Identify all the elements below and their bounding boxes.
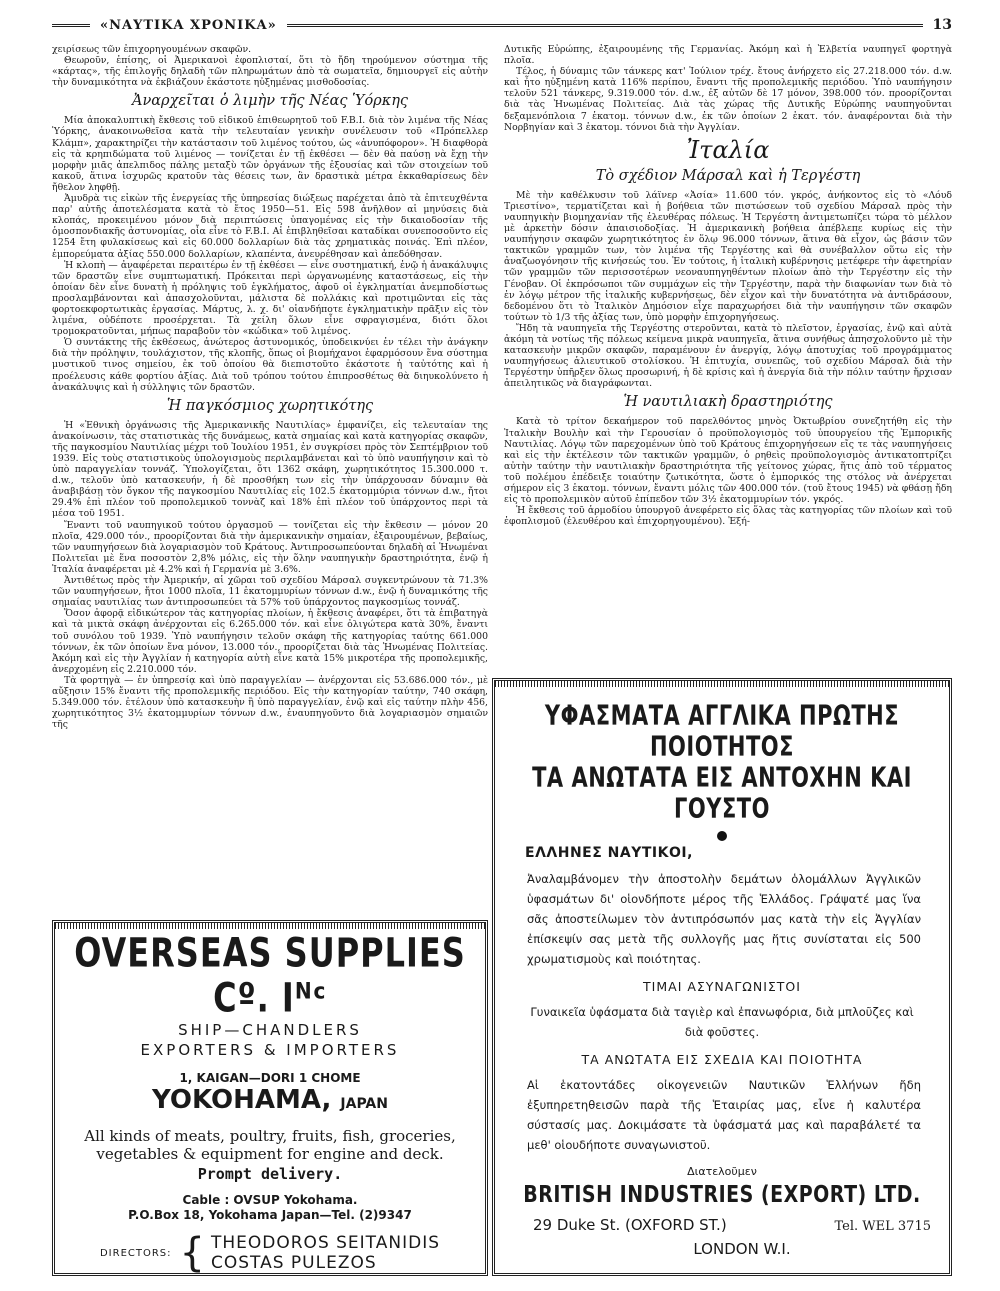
header-rule-left xyxy=(52,24,90,27)
page-number: 13 xyxy=(932,17,952,33)
intro-paragraph: Τέλος, ἡ δύναμις τῶν τάνκερς κατ' Ἰούλιον τρέχ. ἔτους ἀνήρχετο εἰς 27.218.000 τόν. d.w. καὶ ἦτο ηὐξημένη κατὰ 116% περίπου, ἔναντι τῆς προπολεμικῆς περιόδου. Ὑπὸ ναυπήγησιν τελοῦν 521 τάνκερς, 9.319.000 τόν. d.w., ἐξ αὐτῶν δὲ 17 μόνον, 398.000 τόν. προορίζονται διὰ τὰς Ἡνωμένας Πολιτείας. Διὰ τὰς χώρας τῆς Δυτικῆς Εὐρώπης ναυπηγοῦνται δεξαμενόπλοια 7 ἑκατομ. τόννων d.w., ἐκ τῶν ὁποίων 2 ἑκατ. τόν. ἀναφέρονται διὰ τὴν Νορβηγίαν καὶ 3 ἑκατομ. τόννοι διὰ τὴν Ἀγγλίαν. xyxy=(504,66,952,133)
british-industries-advertisement xyxy=(492,678,952,1276)
ad-country: JAPAN xyxy=(340,1096,388,1112)
intro-paragraph: Δυτικῆς Εὐρώπης, ἐξαιρουμένης τῆς Γερμανίας. Ἀκόμη καὶ ἡ Ἐλβετία ναυπηγεῖ φορτηγὰ πλοῖα. xyxy=(504,44,952,67)
bullet-dot-icon xyxy=(717,831,727,841)
ad-prompt-delivery: Prompt delivery. xyxy=(197,1165,343,1183)
ad-cable: Cable : OVSUP Yokohama. xyxy=(182,1193,358,1207)
section-heading: Ἀναρχεῖται ὁ λιμὴν τῆς Νέας Ὑόρκης xyxy=(131,93,409,110)
ad-address: 1, KAIGAN—DORI 1 CHOME xyxy=(179,1071,361,1085)
ad-street-address: 29 Duke St. (OXFORD ST.) xyxy=(533,1216,727,1234)
ad-pobox: P.O.Box 18, Yokohama Japan—Tel. (2)9347 xyxy=(128,1208,412,1222)
article-paragraph: Ἤδη τὰ ναυπηγεῖα τῆς Τεργέστης στεροῦνται, κατὰ τὸ πλεῖστον, ἐργασίας, ἐνῷ καὶ αὐτὰ ἀκόμη τὰ νοτίως τῆς πόλεως κείμενα μικρὰ ναυπηγεῖα, ἅτινα συνήθως ἀπησχολοῦντο μὲ τὴν κατασκευὴν μικρῶν σκαφῶν, παραμένουν ἐν ἀνεργίᾳ, λόγῳ ἀποτυχίας τοῦ προγράμματος ναυπηγήσεως ἁλιευτικοῦ στολίσκου. Ἡ ἐπιτυχία, συνεπῶς, τοῦ σχεδίου Μάρσαλ διὰ τὴν Τεργέστην ὑπῆρξεν ὅλως προσωρινή, ἡ δὲ κρίσις καὶ ἡ ἀνεργία διὰ τὴν πόλιν ταύτην ἤρχισαν ἀπειλητικῶς νὰ διαγράφωνται. xyxy=(504,322,952,390)
article-paragraph: Κατὰ τὸ τρίτον δεκαήμερον τοῦ παρελθόντος μηνὸς Ὀκτωβρίου συνεζητήθη εἰς τὴν Ἰταλικὴν Βουλὴν καὶ τὴν Γερουσίαν ὁ προϋπολογισμὸς τοῦ ὑπουργείου τῆς Ἐμπορικῆς Ναυτιλίας. Λόγῳ τῶν παρεχομένων ὑπὸ τοῦ Κράτους ἐπιχορηγήσεων εἴς τε τὰς ναυπηγήσεις καὶ εἰς τὴν ἐκτέλεσιν τῶν τακτικῶν γραμμῶν, ὁ ρηθεὶς προϋπολογισμὸς ἀντικατοπτρίζει αὐτὴν ταύτην τὴν ναυτιλιακὴν δραστηριότητα τῆς γείτονος χώρας, ἥτις ἀπὸ τοῦ τέρματος τοῦ πολέμου ἐπέδειξε τοιαύτην ζωτικότητα, ὥστε ὁ ἐμπορικός της στόλος νὰ ἀνέρχεται σήμερον εἰς 3 ἑκατομ. τόννων, ἔναντι μόλις τῶν 400.000 τόν. (τοῦ ἔτους 1945) νὰ φθάσῃ ἤδη εἰς τὸ προπολεμικὸν αὐτοῦ ἐπίπεδον τῶν 3½ ἑκατομμυρίων τόν. γκρός. xyxy=(504,416,952,506)
ad-border-pattern xyxy=(495,681,949,687)
ad-city xyxy=(55,1085,485,1119)
ad-body-text: Ἀναλαμβάνομεν τὴν ἀποστολὴν δεμάτων ὁλομάλλων Ἀγγλικῶν ὑφασμάτων δι' οἱονδήποτε μέρος τῆς Ἑλλάδος. Γράψατέ μας ἵνα σᾶς ἀποστείλωμεν τὸν ἀντιπρόσωπόν μας κατὰ τὴν εἰς Ἀγγλίαν ἐπίσκεψίν σας μετὰ τῆς συλλογῆς μας ἥτις συνίσταται εἰς 500 χρωματισμοὺς καὶ ποιότητας. xyxy=(527,872,921,966)
ad-signature-line: Διατελοῦμεν xyxy=(687,1165,757,1178)
right-column xyxy=(504,44,952,527)
country-heading: Ἰταλία xyxy=(686,135,770,164)
directors-label: DIRECTORS: xyxy=(99,1247,172,1259)
article-paragraph: Ἀντιθέτως πρὸς τὴν Ἀμερικήν, αἱ χῶραι τοῦ σχεδίου Μάρσαλ συγκεντρώνουν τὰ 71.3% τῶν ναυπηγήσεων, ἤτοι 1000 πλοῖα, 11 ἑκατομμυρίων τόννων d.w., ἐνῷ ἡ δυναμικότης τῆς σημαίας ναυτιλίας των ἀντιπροσωπεύει τὰ 57% τοῦ ὑπάρχοντος παγκοσμίως τοννάζ. xyxy=(52,575,488,609)
ad-company-name: OVERSEAS SUPPLIES Cº. Iᴺᶜ xyxy=(74,928,466,1022)
article-paragraph: Ἡ κλοπὴ — ἀναφέρεται περαιτέρω ἐν τῇ ἐκθέσει — εἶνε συστηματική, ἐνῷ ἡ ἀνακάλυψις τῶν δραστῶν εἶνε συμπτωματική. Πρόκειται περὶ ὠργανωμένης καταστάσεως, εἰς τὴν ὁποίαν δὲν εἶνε δυνατὴ ἡ πρόληψις τοῦ ἐγκλήματος, ἀφοῦ οἱ ἐγκληματίαι ἀνεμποδίστως προσλαμβάνονται καὶ ἀπασχολοῦνται, μάλιστα δὲ πολλάκις καὶ προτιμῶνται εἰς τὰς φορτοεκφορτωτικὰς ἐργασίας. Μάρτυς, λ. χ. δι' οἱανδήποτε ἐγκληματικὴν πρᾶξιν εἰς τὸν λιμένα, οὐδέποτε προσέρχεται. Τὰ χείλη ὅλων εἶνε σφραγισμένα, διότι ὅλοι τρομοκρατοῦνται, μήπως παραβοῦν τὸν «κώδικα» τοῦ λιμένος. xyxy=(52,259,488,338)
director-name: COSTAS PULEZOS xyxy=(210,1253,377,1273)
newspaper-page xyxy=(52,14,952,1276)
ad-headline: ΥΦΑΣΜΑΤΑ ΑΓΓΛΙΚΑ ΠΡΩΤΗΣ ΠΟΙΟΤΗΤΟΣ xyxy=(544,699,900,763)
ad-body-text: Αἱ ἑκατοντάδες οἰκογενειῶν Ναυτικῶν Ἑλλήνων ἤδη ἐξυπηρετηθεισῶν παρὰ τῆς Ἑταιρίας μας, εἶνε ἡ καλυτέρα σύστασίς μας. Δοκιμάσατε τὰ ὑφάσματά μας καὶ παραβάλετέ τα μεθ' οἱουδήποτε συναγωνιστοῦ. xyxy=(527,1078,921,1152)
header-rule-right xyxy=(287,24,923,27)
ad-city: LONDON W.I. xyxy=(693,1240,791,1258)
brace-icon: { xyxy=(179,1230,205,1276)
ad-description: All kinds of meats, poultry, fruits, fish, groceries, vegetables & equipment for engine and deck. xyxy=(84,1127,456,1163)
intro-paragraph: Θεωροῦν, ἐπίσης, οἱ Ἀμερικανοὶ ἐφοπλισταί, ὅτι τὸ ἤδη τηρούμενον σύστημα τῆς «κάρτας», τῆς ἐπιλογῆς δηλαδὴ τῶν πληρωμάτων ἀπὸ τὰ σωματεῖα, δημιουργεῖ εἰς αὐτὴν τὴν δυναμικότητα νὰ ἐκβιάζουν ἑκάστοτε ηὐξημένας μισθοδοσίας. xyxy=(52,55,488,89)
directors-names xyxy=(211,1233,440,1273)
ad-body-text: Γυναικεῖα ὑφάσματα διὰ ταγιὲρ καὶ ἐπανωφόρια, διὰ μπλοῦζες καὶ διὰ φοῦστες. xyxy=(530,1005,914,1039)
article-paragraph: Μία ἀποκαλυπτικὴ ἔκθεσις τοῦ εἰδικοῦ ἐπιθεωρητοῦ τοῦ F.B.I. διὰ τὸν λιμένα τῆς Νέας Ὑόρκης, ἀνακοινωθεῖσα κατὰ τὴν τελευταίαν γενικὴν συνέλευσιν τοῦ «Πρόπελλερ Κλάμπ», χαρακτηρίζει τὴν κατάστασιν τοῦ λιμένος τούτου, ὡς «ἀνυπόφορον». Ἡ διαφθορὰ εἰς τὰ κρηπιδώματα τοῦ λιμένος — τονίζεται ἐν τῇ ἐκθέσει — δὲν θὰ παύσῃ νὰ ἔχῃ τὴν μορφὴν μιᾶς ἀπελπιδος πάλης μεταξὺ τῶν ὀργάνων τῆς ἐξουσίας καὶ τῶν στοιχείων τοῦ κακοῦ, ἅτινα ἰσχυρῶς κρατοῦν τὰς θέσεις των, ἂν δραστικὰ μέτρα ἐκκαθαρίσεως δὲν ἤθελον ληφθῇ. xyxy=(52,115,488,193)
page-header xyxy=(52,14,952,36)
ad-city-name: YOKOHAMA, xyxy=(152,1085,332,1115)
ad-company-name: BRITISH INDUSTRIES (EXPORT) LTD. xyxy=(523,1181,921,1209)
left-column xyxy=(52,44,488,730)
ad-headline: ΤΑ ΑΝΩΤΑΤΑ ΕΙΣ ΑΝΤΟΧΗΝ ΚΑΙ ΓΟΥΣΤΟ xyxy=(532,761,912,825)
ad-address-row xyxy=(533,1216,931,1234)
article-paragraph: Ἡ ἔκθεσις τοῦ ἁρμοδίου ὑπουργοῦ ἀνεφέρετο εἰς ὅλας τὰς κατηγορίας τῶν πλοίων καὶ τοῦ ἐφοπλισμοῦ (ἐλευθέρου καὶ ἐπιχορηγουμένου). Ἐξή- xyxy=(504,505,952,528)
intro-paragraph: χειρίσεως τῶν ἐπιχορηγουμένων σκαφῶν. xyxy=(52,44,252,55)
section-heading: Τὸ σχέδιον Μάρσαλ καὶ ἡ Τεργέστη xyxy=(595,167,861,184)
ad-telephone: Tel. WEL 3715 xyxy=(834,1219,931,1234)
ad-tagline: EXPORTERS & IMPORTERS xyxy=(140,1041,400,1059)
section-heading: Ἡ παγκόσμιος χωρητικότης xyxy=(166,397,374,414)
ad-greeting: ΕΛΛΗΝΕΣ ΝΑΥΤΙΚΟΙ, xyxy=(525,845,693,861)
ad-prices-caption: ΤΙΜΑΙ ΑΣΥΝΑΓΩΝΙΣΤΟΙ xyxy=(643,979,801,994)
article-paragraph: Μὲ τὴν καθέλκυσιν τοῦ λάϊνερ «Ἀσία» 11.600 τόν. γκρός, ἀνήκοντος εἰς τὸ «Λόυδ Τριεστίνο», τερματίζεται καὶ ἡ βοήθεια τῶν πιστώσεων τοῦ σχεδίου Μάρσαλ πρὸς τὴν ναυπηγικὴν βιομηχανίαν τῆς ἐλευθέρας πόλεως. Ἡ Τεργέστη ἀντιμετωπίζει τώρα τὸ μέλλον μὲ ἀρκετὴν δόσιν ἀπαισιοδοξίας. Ἡ ἀμερικανικὴ βοήθεια ἀπέβλεπε κυρίως εἰς τὴν ναυπήγησιν σκαφῶν χωρητικότητος ἐν ὅλῳ 96.000 τόννων, ἅτινα θὰ εἶχον, ὡς βάσιν τῶν τακτικῶν γραμμῶν των, τὸν λιμένα τῆς Τεργέστης καὶ θὰ συνέβαλλον οὕτω εἰς τὴν ἀναζωογόνησιν τῆς κινήσεώς του. Ἐν τούτοις, ἡ ἰταλικὴ κυβέρνησις μετέφερε τὴν ἀφετηρίαν τῶν γραμμῶν τῶν περισσοτέρων νεοναυπηγηθέντων πλοίων ἀπὸ τὴν Τεργέστην εἰς τὴν Γένοβαν. Οἱ ἐκπρόσωποι τῶν συμμάχων εἰς τὴν Τεργέστην, παρὰ τὴν διαφωνίαν των διὰ τὸ ἐν λόγῳ μέτρον τῆς ἰταλικῆς κυβερνήσεως, δὲν εἶχον καὶ τὴν δυνατότητα νὰ ἀντιδράσουν, δεδομένου ὅτι τὸ Ἰταλικὸν Δημόσιον εἶχε παραχωρήσει διὰ τὴν ναυπήγησιν τῶν σκαφῶν τούτων τὸ 1/3 τῆς ἀξίας των, ὑπὸ μορφὴν ἐπιχορηγήσεως. xyxy=(504,189,952,323)
ad-quality-caption: ΤΑ ΑΝΩΤΑΤΑ ΕΙΣ ΣΧΕΔΙΑ ΚΑΙ ΠΟΙΟΤΗΤΑ xyxy=(581,1052,863,1067)
ad-tagline: SHIP—CHANDLERS xyxy=(178,1021,362,1039)
article-paragraph: Ἡ «Ἐθνικὴ ὀργάνωσις τῆς Ἀμερικανικῆς Ναυτιλίας» ἐμφανίζει, εἰς τελευταίαν της ἀνακοίνωσιν, τὰς στατιστικὰς τῆς δυνάμεως, κατὰ σημαίας καὶ κατὰ κατηγορίας σκαφῶν, τῆς παγκοσμίου Ναυτιλίας μέχρι τοῦ Ἰουλίου 1951, ἐν συγκρίσει πρὸς τὸν Σεπτέμβριον τοῦ 1939. Εἰς τοὺς στατιστικοὺς ὑπολογισμοὺς περιλαμβάνεται καὶ τὸ ὑπὸ ναυπήγησιν καὶ τὸ ὑπὸ παραγγελίαν τοννάζ. Ὑπολογίζεται, ὅτι 1362 σκάφη, χωρητικότητος 15.300.000 τ. d.w., τελοῦν ὑπὸ κατασκευήν, ἡ δὲ προσθήκη των εἰς τὴν ὑπάρχουσαν δύναμιν θὰ ἀναβιβάσῃ τὸν ὄγκον τῆς παγκοσμίου Ναυτιλίας εἰς 102.5 ἑκατομμύρια τόννων d.w., ἤτοι 29.4% ἐπὶ πλέον τοῦ προπολεμικοῦ τοννὰζ καὶ 18% ἐπὶ πλέον τοῦ ὑπάρχοντος περὶ τὰ μέσα τοῦ 1951. xyxy=(52,419,488,520)
article-paragraph: Ὅσον ἀφορᾷ εἰδικώτερον τὰς κατηγορίας πλοίων, ἡ ἔκθεσις ἀναφέρει, ὅτι τὰ ἐπιβατηγὰ καὶ τὰ μικτὰ σκάφη ἀνέρχονται εἰς 6.265.000 τόν. καὶ εἶνε ὀλιγώτερα κατὰ 30%, ἔναντι τοῦ συνόλου τοῦ 1939. Ὑπὸ ναυπήγησιν τελοῦν σκάφη τῆς κατηγορίας ταύτης 661.000 τόννων, ἐκ τῶν ὁποίων ἕνα μόνον, 13.000 τόν., προορίζεται διὰ τὰς Ἡνωμένας Πολιτείας. Ἀκόμη καὶ εἰς τὴν Ἀγγλίαν ἡ κατηγορία αὐτὴ εἶνε κατὰ 15% μικροτέρα τῆς προπολεμικῆς, ἀνερχομένη εἰς 2.210.000 τόν. xyxy=(52,608,488,675)
ad-directors xyxy=(55,1230,485,1276)
director-name: THEODOROS SEITANIDIS xyxy=(210,1233,440,1253)
article-paragraph: Ὁ συντάκτης τῆς ἐκθέσεως, ἀνώτερος ἀστυνομικός, ὑποδεικνύει ἐν τέλει τὴν ἀνάγκην διὰ τὴν πρόληψιν, τουλάχιστον, τῆς κλοπῆς, ὅπως οἱ βιομήχανοι ἐφαρμόσουν ἕνα σύστημα μυστικοῦ τινος σημείου, ἐκ τοῦ ὁποίου θὰ διεπιστοῦτο ἑκάστοτε ἡ ταὐτότης καὶ ἡ προέλευσις κάθε φορτίου ἀξίας. Διὰ τοῦ τρόπου τούτου ἐπιπροσθέτως θὰ διηυκολύνετο ἡ ἀνακάλυψις καὶ ἡ σύλληψις τῶν δραστῶν. xyxy=(52,337,488,393)
publication-title: «ΝΑΥΤΙΚΑ ΧΡΟΝΙΚΑ» xyxy=(100,17,277,33)
article-paragraph: Τὰ φορτηγὰ — ἐν ὑπηρεσίᾳ καὶ ὑπὸ παραγγελίαν — ἀνέρχονται εἰς 53.686.000 τόν., μὲ αὔξησιν 15% ἔναντι τῆς προπολεμικῆς περιόδου. Εἰς τὴν κατηγορίαν ταύτην, 740 σκάφη, 5.349.000 τόν. ἐτέλουν ὑπὸ κατασκευὴν ἢ ὑπὸ παραγγελίαν, ἐνῷ καὶ εἰς ταύτην πλὴν 456, χωρητικότητος 3½ ἑκατομμυρίων τόννων d.w., ἐναυπηγοῦντο διὰ λογαριασμὸν σημαιῶν τῆς xyxy=(52,674,488,731)
article-paragraph: Ἔναντι τοῦ ναυπηγικοῦ τούτου ὀργασμοῦ — τονίζεται εἰς τὴν ἔκθεσιν — μόνον 20 πλοῖα, 429.000 τόν., προορίζονται διὰ τὴν ἀμερικανικὴν σημαίαν, ἐξαιρουμένων, βεβαίως, τῶν ναυπηγήσεων διὰ λογαριασμὸν τοῦ Κράτους. Ἀντιπροσωπεύονται δηλαδὴ αἱ Ἡνωμέναι Πολιτεῖαι μὲ ἕνα ποσοστὸν 2,8% μόλις, εἰς τὴν ὅλην ναυπηγικὴν δραστηριότητα, ἐνῷ ἡ Ἰταλία ἀναφέρεται μὲ 4.2% καὶ ἡ Γερμανία μὲ 3.6%. xyxy=(52,519,488,575)
overseas-supplies-advertisement xyxy=(52,920,488,1276)
article-paragraph: Ἀμυδρὰ τις εἰκὼν τῆς ἐνεργείας τῆς ὑπηρεσίας διώξεως παρέχεται ἀπὸ τὰ ἐπιτευχθέντα παρ' αὐτῆς ἀποτελέσματα κατὰ τὸ ἔτος 1950—51. Εἰς 598 ἀνῆλθον αἱ μηνύσεις διὰ κλοπάς, προκειμένου μόνον διὰ περιπτώσεις ὑπαγομένας εἰς τὴν δικαιοδοσίαν τῆς ὁμοσπονδιακῆς ἀστυνομίας, οἷα εἶνε τὸ F.B.I. Αἱ ἐπιβληθεῖσαι καταδίκαι συνεποσοῦντο εἰς 1254 ἔτη φυλακίσεως καὶ εἰς 60.000 δολλαρίων διὰ τὰς χρηματικὰς ποινάς. Ἐπὶ πλέον, ἐμπορεύματα ἀξίας 550.000 δολλαρίων, κλαπέντα, ἀνευρέθησαν καὶ ἀπεδόθησαν. xyxy=(52,193,488,260)
section-heading: Ἡ ναυτιλιακὴ δραστηριότης xyxy=(623,394,833,411)
